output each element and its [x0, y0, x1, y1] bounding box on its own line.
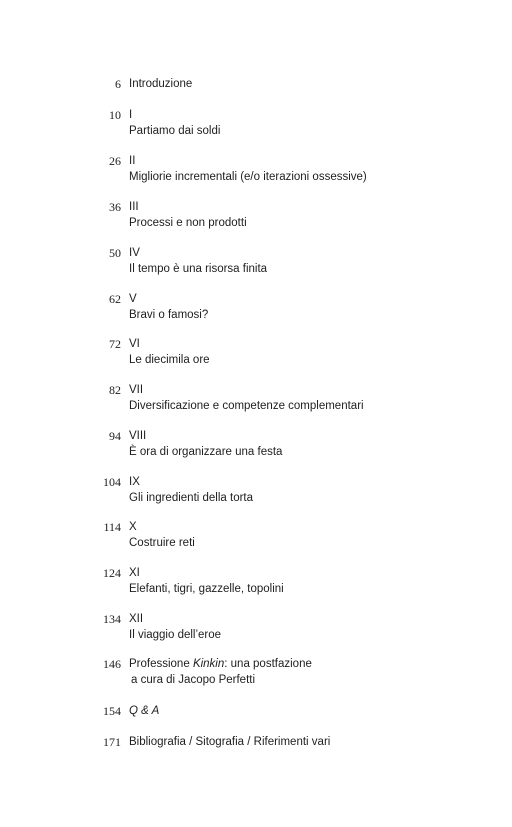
chapter-title: È ora di organizzare una festa — [129, 445, 283, 458]
chapter-title: Processi e non prodotti — [129, 216, 247, 229]
page-number: 124 — [103, 566, 121, 580]
postfazione-title-pre: Professione — [129, 658, 193, 670]
chapter-title: Elefanti, tigri, gazzelle, topolini — [129, 582, 284, 595]
page-number: 62 — [109, 292, 121, 306]
chapter-title: Bibliografia / Sitografia / Riferimenti vari — [129, 736, 331, 748]
chapter-title: Gli ingredienti della torta — [129, 491, 254, 504]
chapter-title: Partiamo dai soldi — [129, 124, 221, 137]
postfazione-title-italic: Kinkin — [192, 658, 225, 670]
chapter-title: Migliorie incrementali (e/o iterazioni ossessive) — [129, 170, 367, 183]
chapter-title: Bravi o famosi? — [129, 308, 209, 321]
page-number: 36 — [109, 200, 121, 214]
postfazione-title-post: : una postfazione — [224, 658, 312, 670]
page-number: 82 — [109, 383, 121, 397]
page-number: 104 — [103, 475, 121, 489]
postfazione-subtitle: a cura di Jacopo Perfetti — [131, 673, 256, 686]
page-number: 146 — [103, 657, 121, 671]
chapter-title: Diversificazione e competenze complementari — [129, 399, 364, 412]
chapter-numeral: IV — [129, 247, 140, 259]
page-number: 6 — [115, 77, 121, 91]
page-number: 26 — [109, 154, 121, 168]
qa-title: Q & A — [129, 705, 160, 717]
page-number: 94 — [109, 429, 121, 443]
chapter-title: Costruire reti — [129, 536, 195, 549]
page-number: 114 — [103, 520, 121, 534]
chapter-numeral: V — [129, 293, 137, 305]
chapter-title: Le diecimila ore — [129, 353, 210, 366]
chapter-title: Il tempo è una risorsa finita — [129, 262, 268, 275]
chapter-numeral: XII — [129, 613, 144, 625]
chapter-numeral: II — [129, 155, 136, 167]
chapter-numeral: III — [129, 201, 139, 213]
postfazione-title — [129, 657, 499, 673]
chapter-numeral: VIII — [129, 430, 147, 442]
page-number: 10 — [109, 108, 121, 122]
chapter-title: Introduzione — [129, 78, 193, 90]
page-number: 171 — [103, 735, 121, 749]
page-number: 72 — [109, 337, 121, 351]
page-number: 50 — [109, 246, 121, 260]
page-number: 154 — [103, 704, 121, 718]
chapter-title: Il viaggio dell’eroe — [129, 628, 222, 641]
chapter-numeral: X — [129, 521, 137, 533]
chapter-numeral: IX — [129, 476, 140, 488]
chapter-numeral: XI — [129, 567, 140, 579]
chapter-numeral: VII — [129, 384, 144, 396]
page-number: 134 — [103, 612, 121, 626]
chapter-numeral: I — [129, 109, 133, 121]
chapter-numeral: VI — [129, 338, 140, 350]
